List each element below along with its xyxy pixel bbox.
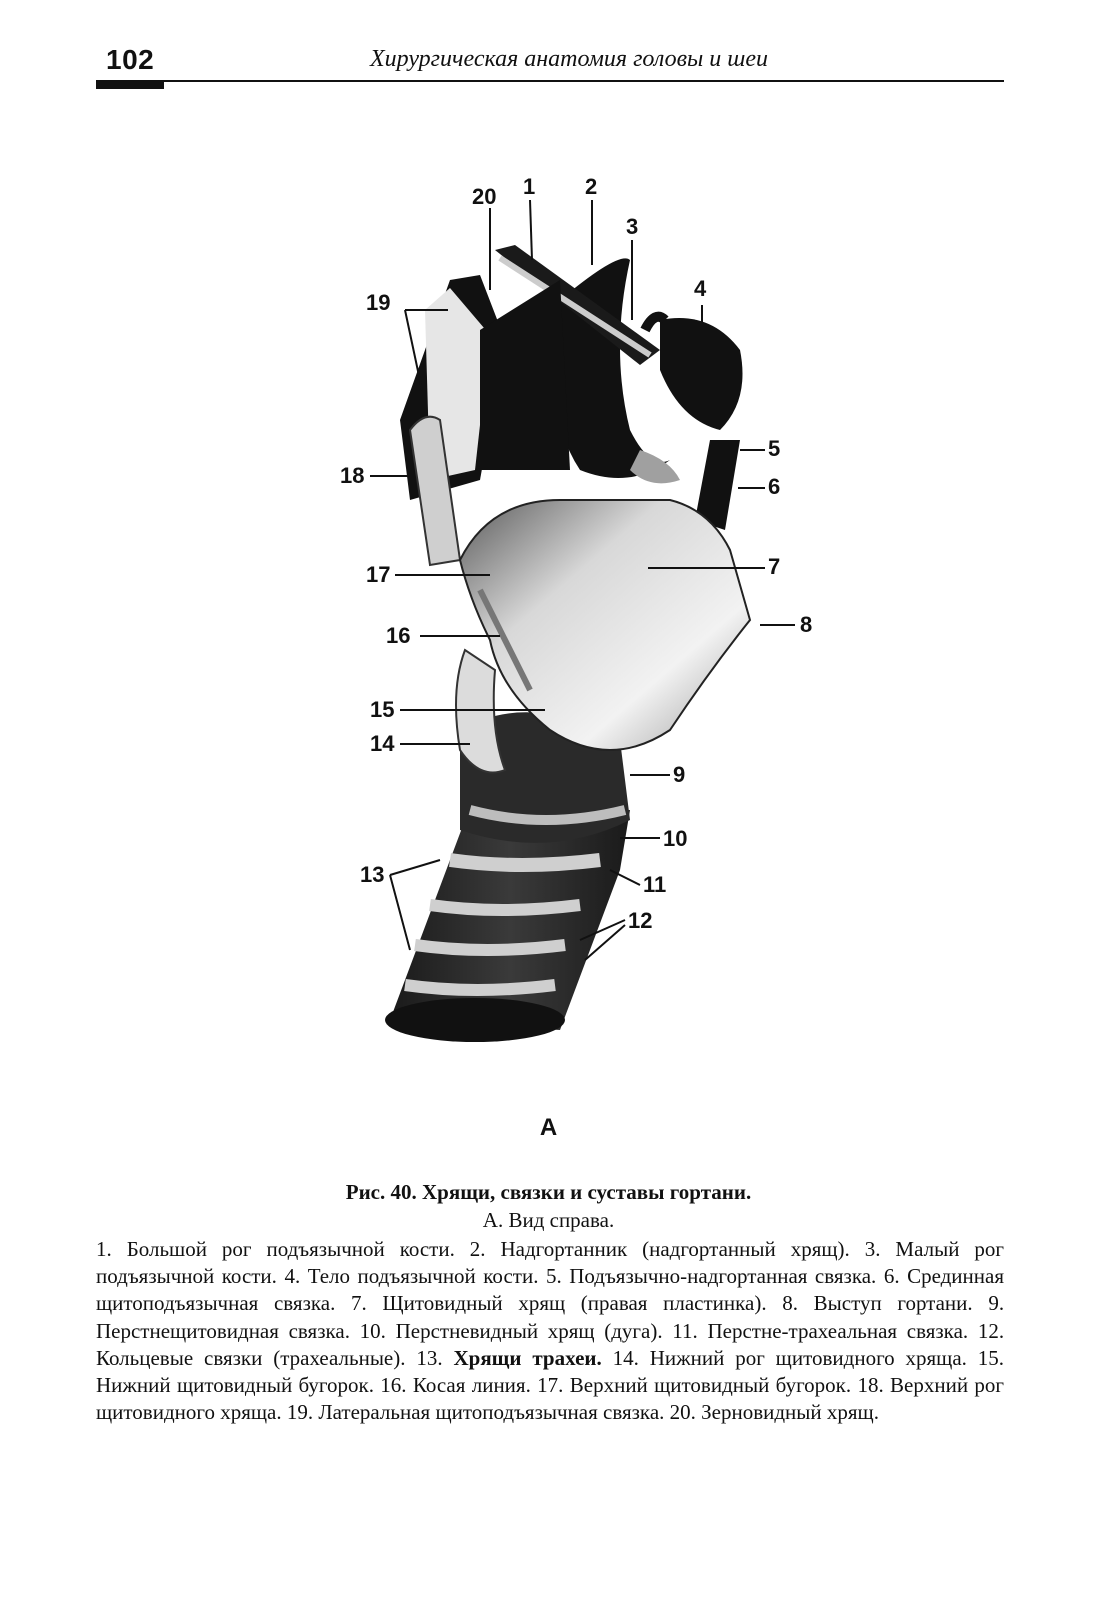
label-20: 20 — [472, 184, 497, 209]
legend-item-11: 11. Перстне-трахеальная связка. — [672, 1318, 969, 1343]
legend-item-18: 18. Верхний рог щитовидного хряща. — [96, 1373, 1004, 1425]
label-9: 9 — [673, 762, 686, 787]
larynx-illustration — [330, 170, 850, 1050]
legend-item-2: 2. Надгортанник (надгортанный хрящ). — [469, 1237, 850, 1261]
legend-item-10: 10. Перстневидный хрящ (дуга). — [359, 1318, 663, 1343]
label-4: 4 — [694, 276, 707, 301]
page-number: 102 — [106, 44, 155, 75]
label-6: 6 — [768, 474, 781, 499]
label-8: 8 — [800, 612, 813, 637]
label-7: 7 — [768, 554, 781, 579]
legend-item-13: 13. Хрящи трахеи. — [416, 1345, 602, 1370]
legend-item-1: 1. Большой рог подъязычной кости. — [96, 1237, 455, 1261]
label-10: 10 — [663, 826, 688, 851]
legend-item-9: 9. Перстнещитовидная связка. — [96, 1291, 1005, 1343]
label-11: 11 — [643, 872, 667, 897]
running-title: Хирургическая анатомия головы и шеи — [370, 46, 769, 72]
legend-item-6: 6. Срединная щитоподъязычная связка. — [96, 1264, 1004, 1316]
legend-item-15: 15. Нижний щитовидный бугорок. — [96, 1345, 1005, 1398]
thyroid-inferior-horn — [456, 650, 505, 773]
legend-item-17: 17. Верхний щитовидный бугорок. — [537, 1373, 852, 1398]
label-16: 16 — [386, 623, 411, 648]
thyroid-cartilage-lamina — [460, 500, 750, 750]
label-1: 1 — [523, 174, 536, 199]
header-rule — [96, 80, 1004, 82]
header-bar — [96, 82, 164, 89]
panel-letter: А — [539, 1114, 558, 1141]
legend-item-8: 8. Выступ гортани. — [782, 1291, 973, 1316]
label-19: 19 — [366, 290, 391, 315]
legend-item-20: 20. Зерновидный хрящ. — [669, 1400, 879, 1425]
label-15: 15 — [370, 697, 395, 722]
figure-legend — [96, 1236, 1004, 1426]
label-2: 2 — [585, 174, 598, 199]
legend-item-14: 14. Нижний рог щитовидного хряща. — [612, 1345, 967, 1370]
legend-item-3: 3. Малый рог подъязычной кости. — [96, 1237, 1004, 1289]
legend-item-7: 7. Щитовидный хрящ (правая пластинка). — [351, 1291, 767, 1316]
label-18: 18 — [340, 463, 365, 488]
figure-caption-title: Рис. 40. Хрящи, связки и суставы гортани. — [345, 1180, 752, 1204]
label-5: 5 — [768, 436, 781, 461]
trachea — [385, 810, 630, 1042]
figure-caption-subtitle: А. Вид справа. — [482, 1208, 615, 1232]
legend-item-4: 4. Тело подъязычной кости. — [284, 1264, 539, 1289]
label-3: 3 — [626, 214, 639, 239]
label-17: 17 — [366, 562, 391, 587]
label-13: 13 — [360, 862, 385, 887]
label-12: 12 — [628, 908, 653, 933]
legend-item-12: 12. Кольцевые связки (трахеальные). — [96, 1318, 1005, 1370]
label-14: 14 — [370, 731, 395, 756]
legend-item-19: 19. Латеральная щитоподъязычная связка. — [286, 1400, 665, 1425]
legend-item-16: 16. Косая линия. — [380, 1373, 531, 1398]
legend-item-5: 5. Подъязычно-надгортанная связка. — [545, 1264, 877, 1289]
